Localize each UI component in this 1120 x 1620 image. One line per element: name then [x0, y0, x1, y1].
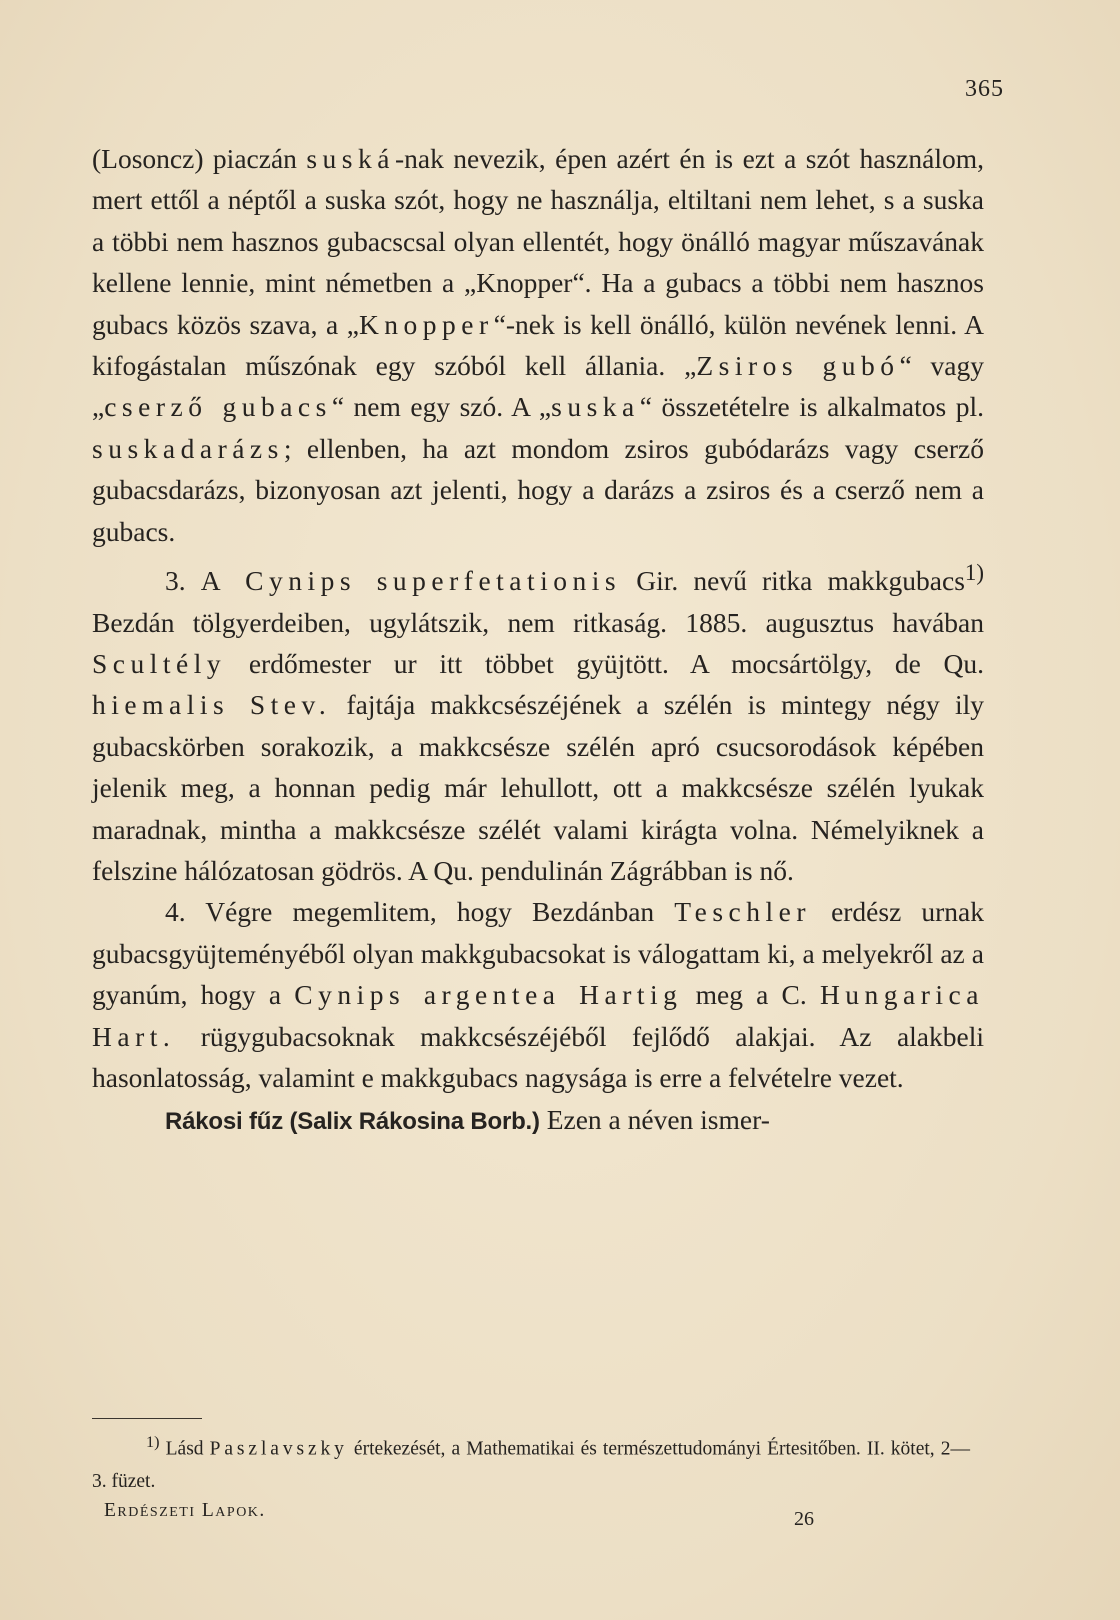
- text-run: “ nem egy szó. A „: [331, 391, 552, 423]
- journal-name: Erdészeti Lapok.: [104, 1500, 266, 1521]
- spaced-term: cserző gubacs: [104, 391, 332, 423]
- text-run: ; ellenben, ha azt mondom zsiros gubódarázs vagy cserző gubacsdarázs, bizonyosan azt jelenti, hogy a darázs a zsiros és a cserző nem a gubacs.: [92, 432, 984, 547]
- footnote-separator: [92, 1418, 202, 1419]
- text-run: “ vagy „: [92, 350, 984, 423]
- paragraph-4: [92, 1099, 984, 1142]
- sheet-number: 26: [794, 1508, 814, 1530]
- text-run: “-nek is kell önálló, külön nevének lenni. A kifogástalan műszónak egy szóból kell állania. „: [92, 308, 984, 382]
- text-run: (Losoncz) piaczán: [92, 143, 307, 174]
- paragraph-1: [92, 138, 984, 552]
- footnote: [92, 1426, 970, 1498]
- spaced-term: suská: [306, 143, 395, 174]
- text-run: Bezdán tölgyerdeiben, ugylátszik, nem ritkaság. 1885. augusztus havában: [92, 606, 984, 638]
- spaced-term: Hungarica Hart.: [92, 979, 984, 1052]
- paragraph-3: [92, 891, 984, 1098]
- spaced-term: hiemalis Stev.: [92, 689, 332, 721]
- text-run: értekezését, a Mathematikai és természettudományi Értesitőben. II. kötet, 2—3. füzet.: [92, 1438, 971, 1492]
- text-run: rügygubacsoknak makkcsészéjéből fejlődő alakjai. Az alakbeli hasonlatosság, valamint e makkgubacs nagysága is erre a felvételre vezet.: [92, 1020, 984, 1094]
- text-run: Gir. nevű ritka makkgubacs: [621, 565, 965, 597]
- text-run: fajtája makkcsészéjének a szélén is mintegy négy ily gubacskörben sorakozik, a makkcsésze szélén apró csucsorodások képében jelenik meg, a honnan pedig már lehullott, ott a makkcsésze szélén lyukak maradnak, mintha a makkcsésze szélét valami kirágta volna. Némelyiknek a felszine hálózatosan gödrös. A Qu. pendulinán Zágrábban is nő.: [92, 689, 984, 887]
- spaced-term: suska: [551, 391, 640, 423]
- spaced-term: Cynips argentea Hartig: [294, 979, 683, 1011]
- spaced-term: Teschler: [674, 896, 811, 928]
- paragraph-2: [92, 552, 984, 891]
- text-run: Lásd: [159, 1438, 210, 1460]
- text-run: Ezen a néven ismer-: [539, 1103, 770, 1135]
- spaced-term: Zsiros gubó: [696, 350, 900, 382]
- section-heading: Rákosi fűz (Salix Rákosina Borb.): [165, 1107, 540, 1135]
- page-number: 365: [965, 76, 1004, 102]
- text-run: -nak nevezik, épen azért én is ezt a szót használom, mert ettől a néptől a suska szót, hogy ne használja, eltiltani nem lehet, s a suska a többi nem hasznos gubacscsal olyan ellentét, hogy önálló magyar műszavának kellene lennie, mint németben a „Knopper“. Ha a gubacs a többi nem hasznos gubacs közös szava, a „: [92, 143, 984, 340]
- footnote-marker: 1): [146, 1433, 160, 1451]
- text-run: meg a C.: [682, 979, 820, 1011]
- spaced-term: Knopper: [358, 308, 494, 340]
- spaced-term: suskadarázs: [92, 432, 284, 464]
- text-run: erdész urnak gubacsgyüjteményéből olyan makkgubacsokat is válogattam ki, a melyekről az a gyanúm, hogy a: [92, 896, 984, 1011]
- body-text: [92, 138, 984, 1142]
- footnote-marker: 1): [964, 560, 984, 586]
- spaced-term: Paszlavszky: [209, 1438, 348, 1460]
- text-run: “ összetételre is alkalmatos pl.: [639, 391, 984, 423]
- text-run: 4. Végre megemlitem, hogy Bezdánban: [165, 896, 675, 928]
- text-run: 3.: [165, 565, 201, 597]
- text-run: erdőmester ur itt többet gyüjtött. A mocsártölgy, de Qu.: [226, 648, 984, 680]
- spaced-term: A Cynips superfetationis: [200, 565, 622, 597]
- spaced-term: Scultély: [92, 648, 227, 680]
